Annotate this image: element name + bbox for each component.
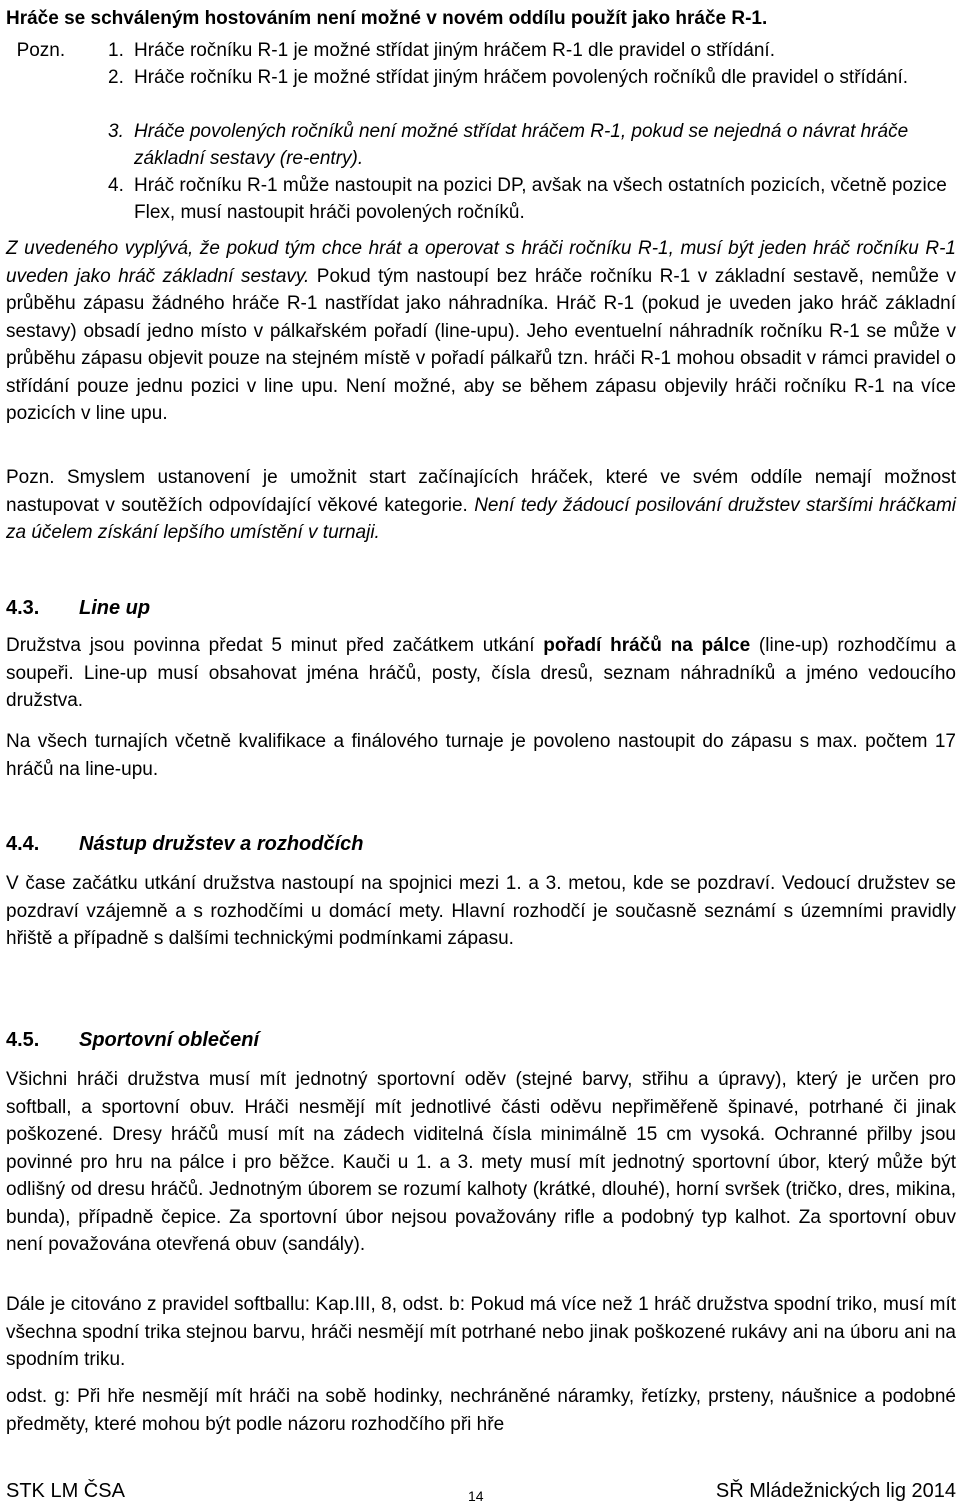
r1-sentence-1: Z uvedeného vyplývá, že pokud tým chce hrát a operovat s hráči ročníku R-1, musí být jeden hráč ročníku R-1 uveden jako hráč základní sestavy. [6,238,956,287]
note-item-2-text: Hráče ročníku R-1 je možné střídat jiným hráčem povolených ročníků dle pravidel o střídání. [134,67,909,88]
section-title: Nástup družstev a rozhodčích [79,833,364,855]
section-4-5-paragraph-2: Dále je citováno z pravidel softballu: Kap.III, 8, odst. b: Pokud má více než 1 hráč družstva spodní triko, musí mít všechna spodní trika stejnou barvu, hráči nesmějí mít potrhané nebo jinak poškozené rukávy ani na úboru ani na spodním triku. [6,1294,956,1370]
section-4-5-paragraph-1: Všichni hráči družstva musí mít jednotný sportovní oděv (stejné barvy, střihu a úpravy), který je určen pro softball, a sportovní obuv. Hráči nesmějí mít jednotlivé části oděvu nepřiměřeně špinavé, potrhané či jinak poškozené. Dresy hráčů musí mít na zádech viditelná čísla minimálně 15 cm vysoká. Ochranné přilby jsou povinné pro hru na pálce i pro běžce. Kauči u 1. a 3. mety musí mít jednotný sportovní úbor, který může být odlišný od dresu hráčů. Jednotným úborem se rozumí kalhoty (krátké, dlouhé), horní svršek (tričko, dres, mikina, bunda), případně čepice. Za sportovní úbor nejsou považovány rifle a podobný typ kalhot. Za sportovní obuv není považována otevřená obuv (sandály). [6,1069,956,1255]
section-4-5-paragraph-3: odst. g: Při hře nesmějí mít hráči na sobě hodinky, nechráněné náramky, řetízky, prsteny, náušnice a podobné předměty, které mohou být podle názoru rozhodčího při hře [6,1386,956,1435]
r1-explanation-paragraph [6,235,956,428]
note-label: Pozn. [16,40,66,61]
r1-sentence-4: Jeho eventuelní náhradník ročníku R-1 se může v průběhu zápasu objevit pouze na stejném místě v pořadí pálkařů tzn. [6,320,957,369]
footer-left: STK LM ČSA [6,1480,125,1502]
note-item-4-number: 4. [108,175,124,196]
lineup-text-a: Družstva jsou povinna předat 5 minut před začátkem utkání [6,635,544,656]
r1-sentence-3: Hráč R-1 (pokud je uveden jako hráč základní sestavy) obsadí jedno místo v pálkařském pořadí (line-upu). [6,293,957,342]
section-title: Line up [79,597,151,619]
page-footer [6,1480,956,1508]
note-item-3 [108,118,958,172]
note-item-1-text: Hráče ročníku R-1 je možné střídat jiným hráčem R-1 dle pravidel o střídání. [134,40,775,61]
page-number: 14 [468,1488,484,1504]
note-item-2-number: 2. [108,67,124,88]
note-item-3-number: 3. [108,121,124,142]
section-4-5-heading [6,1026,956,1054]
note-item-3-text: Hráče povolených ročníků není možné střídat hráčem R-1, pokud se nejedná o návrat hráče základní sestavy (re-entry). [134,121,909,169]
note-item-1-number: 1. [108,40,124,61]
lineup-text-bold: pořadí hráčů na pálce [543,635,751,656]
section-4-3-paragraph-2: Na všech turnajích včetně kvalifikace a finálového turnaje je povoleno nastoupit do zápasu s max. počtem 17 hráčů na line-upu. [6,731,956,780]
section-number: 4.3. [6,597,40,619]
r1-sentence-6: Není možné, aby se během zápasu objevily hráči ročníku R-1 na více pozicích v line upu. [6,375,956,424]
section-number: 4.4. [6,833,40,855]
purpose-sentence-1: Pozn. Smyslem ustanovení je umožnit start začínajících hráček, které ve svém oddíle nemají možnost nastupovat v soutěžích odpovídající věkové kategorie. [6,467,956,516]
note-item-2 [108,64,958,91]
purpose-note-paragraph [6,464,956,547]
note-item-4-text: Hráč ročníku R-1 může nastoupit na pozici DP, avšak na všech ostatních pozicích, včetně pozice Flex, musí nastoupit hráči povolených ročníků. [134,175,947,223]
section-title: Sportovní oblečení [79,1029,260,1051]
r1-sentence-2: Pokud tým nastoupí bez hráče ročníku R-1 v základní sestavě, nemůže v průběhu zápasu žádného hráče R-1 nastřídat jako náhradníka. [6,265,956,314]
footer-right: SŘ Mládežnických lig 2014 [715,1480,956,1502]
section-number: 4.5. [6,1029,40,1051]
purpose-sentence-2: Není tedy žádoucí posilování družstev staršími hráčkami za účelem získání lepšího umístění v turnaji. [6,494,957,543]
lineup-text-c: (line-up) rozhodčímu a soupeři. Line-up musí obsahovat jména hráčů, posty, čísla dresů, seznam náhradníků a jméno vedoucího družstva. [6,635,956,711]
section-4-4-paragraph: V čase začátku utkání družstva nastoupí na spojnici mezi 1. a 3. metou, kde se pozdraví. Vedoucí družstev se pozdraví vzájemně a s rozhodčími u domácí mety. Hlavní rozhodčí je současně seznámí s územními pravidly hřiště a případně s dalšími technickými podmínkami zápasu. [6,873,956,949]
lead-rule: Hráče se schváleným hostováním není možné v novém oddílu použít jako hráče R-1. [6,8,768,29]
section-4-3-heading [6,594,956,622]
r1-sentence-5: hráči R-1 mohou obsadit v rámci pravidel o střídání pouze jednu pozici v line upu. [6,348,956,397]
note-item-4 [108,172,958,226]
note-block [6,37,956,64]
section-4-3-paragraph-1 [6,632,956,715]
section-4-4-heading [6,830,956,858]
